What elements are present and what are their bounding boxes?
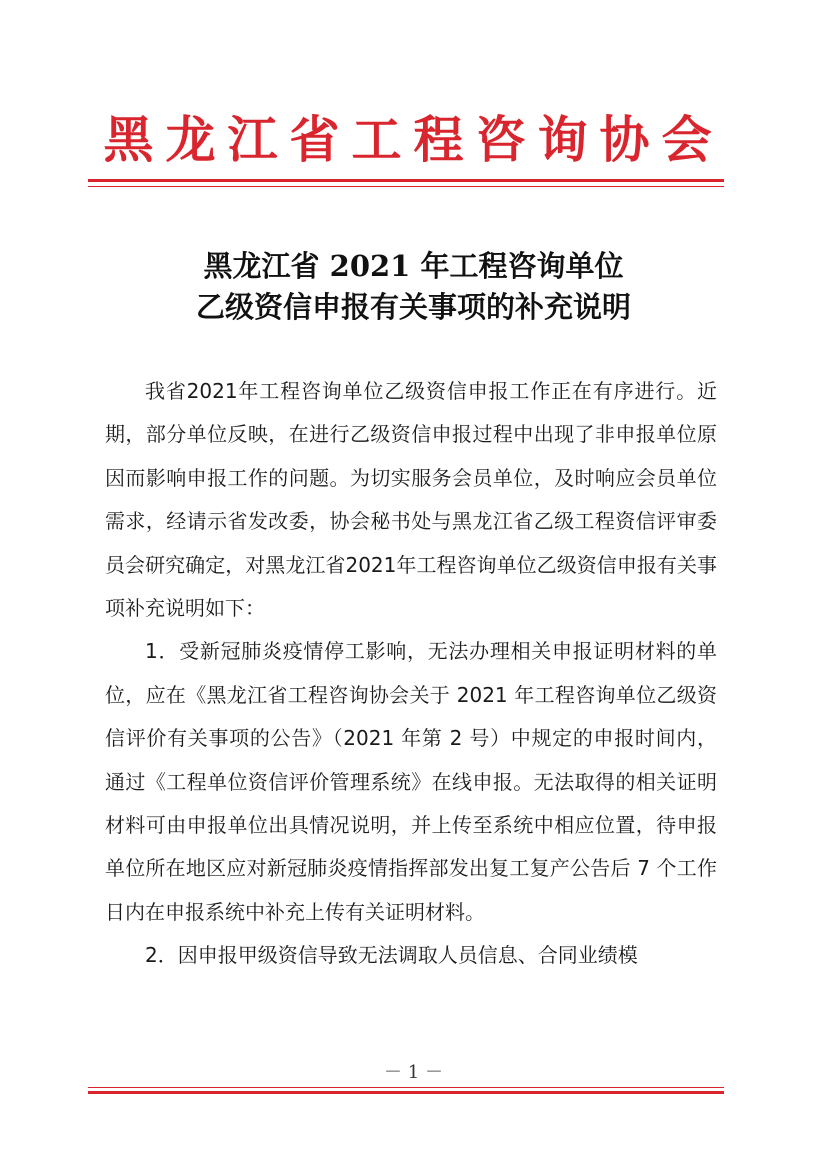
letterhead-rule-thick [88, 179, 724, 182]
document-body [105, 370, 717, 978]
paragraph-intro: 我省2021年工程咨询单位乙级资信申报工作正在有序进行。近期，部分单位反映，在进行乙级资信申报过程中出现了非申报单位原因而影响申报工作的问题。为切实服务会员单位，及时响应会员单位需求，经请示省发改委，协会秘书处与黑龙江省乙级工程资信评审委员会研究确定，对黑龙江省2021年工程咨询单位乙级资信申报有关事项补充说明如下： [105, 379, 717, 621]
page-number: － 1 － [384, 1062, 443, 1083]
letterhead-rule-thin [88, 186, 724, 187]
footer-rule-thick [88, 1091, 724, 1094]
paragraph-item-2: 2．因申报甲级资信导致无法调取人员信息、合同业绩模 [145, 943, 638, 968]
organization-letterhead: 黑龙江省工程咨询协会 [103, 110, 724, 169]
footer-rule-thin [88, 1087, 724, 1088]
paragraph-item-1: 1．受新冠肺炎疫情停工影响，无法办理相关申报证明材料的单位，应在《黑龙江省工程咨询协会关于 2021 年工程咨询单位乙级资信评价有关事项的公告》（2021 年第 2 号）中规定的申报时间内，通过《工程单位资信评价管理系统》在线申报。无法取得的相关证明材料可由申报单位出具情况说明，并上传至系统中相应位置，待申报单位所在地区应对新冠肺炎疫情指挥部发出复工复产公告后 7 个工作日内在申报系统中补充上传有关证明材料。 [105, 639, 717, 924]
document-title-line1: 黑龙江省 2021 年工程咨询单位 [203, 249, 624, 283]
document-title-line2: 乙级资信申报有关事项的补充说明 [195, 290, 631, 324]
